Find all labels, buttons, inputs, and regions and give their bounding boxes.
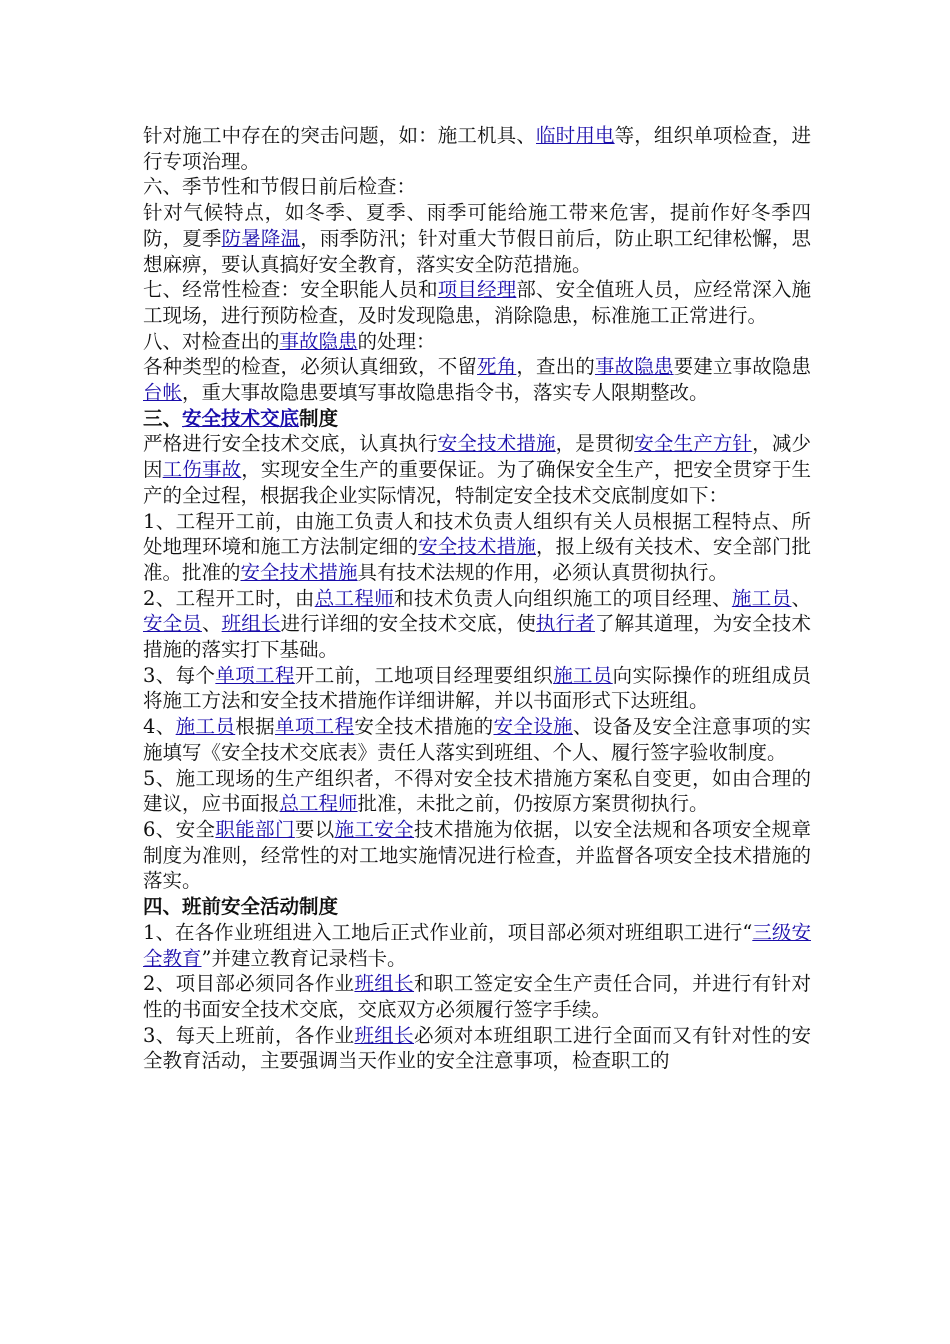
hyperlink[interactable]: 施工安全 <box>334 817 415 841</box>
text-run: 具有技术法规的作用，必须认真贯彻执行。 <box>357 560 729 584</box>
hyperlink[interactable]: 执行者 <box>536 612 595 636</box>
hyperlink[interactable]: 安全技术措施 <box>437 432 556 456</box>
hyperlink[interactable]: 班组长 <box>221 612 281 636</box>
text-run: ，实现安全生产的重要保证。为了确保安全生产，把安全贯穿于生产的全过程，根据我企业实际情况，特制定安全技术交底制度如下： <box>143 458 811 507</box>
hyperlink[interactable]: 总工程师 <box>279 792 358 816</box>
paragraph <box>143 586 811 663</box>
text-run: 2、项目部必须同各作业 <box>143 972 355 996</box>
text-run: 、 <box>201 612 222 636</box>
hyperlink[interactable]: 临时用电 <box>536 124 615 147</box>
hyperlink[interactable]: 安全设施 <box>493 715 573 739</box>
hyperlink[interactable]: 三级安全教育 <box>143 920 811 970</box>
text-run: 三、 <box>143 406 183 430</box>
hyperlink[interactable]: 单项工程 <box>274 715 355 739</box>
text-run: 、 <box>791 586 811 610</box>
hyperlink[interactable]: 施工员 <box>731 586 792 610</box>
text-run: 四、班前安全活动制度 <box>143 895 339 919</box>
paragraph <box>143 200 811 277</box>
text-run: 和技术负责人向组织施工的项目经理、 <box>394 586 732 610</box>
text-run: ，报上级有关技术、安全部门批准。批准的 <box>143 535 811 584</box>
hyperlink[interactable]: 安全技术措施 <box>240 560 358 584</box>
text-run: ，雨季防汛；针对重大节假日前后，防止职工纪律松懈，思想麻痹，要认真搞好安全教育，落实安全防范措施。 <box>143 226 811 276</box>
text-run: 六、季节性和节假日前后检查： <box>143 175 417 199</box>
hyperlink[interactable]: 安全员 <box>143 612 202 636</box>
text-run: 要以 <box>294 817 335 841</box>
text-run: 向实际操作的班组成员将施工方法和安全技术措施作详细讲解，并以书面形式下达班组。 <box>143 663 811 713</box>
text-run: 根据 <box>235 715 275 739</box>
text-run: 七、经常性检查：安全职能人员和 <box>143 278 438 302</box>
text-run: 批准，未批之前，仍按原方案贯彻执行。 <box>357 792 709 816</box>
hyperlink[interactable]: 死角 <box>477 355 517 379</box>
text-run: 等，组织单项检查，进行专项治理。 <box>143 124 811 173</box>
hyperlink[interactable]: 安全技术交底 <box>182 406 300 430</box>
text-run: 技术措施为依据，以安全法规和各项安全规章制度为准则，经常性的对工地实施情况进行检查，并监督各项安全技术措施的落实。 <box>143 817 811 893</box>
text-run: ，减少因 <box>143 432 811 482</box>
text-run: 开工前，工地项目经理要组织 <box>294 663 554 687</box>
hyperlink[interactable]: 项目经理 <box>437 278 517 302</box>
hyperlink[interactable]: 安全技术措施 <box>418 535 537 559</box>
paragraph <box>143 971 811 1022</box>
text-run: 严格进行安全技术交底，认真执行 <box>143 432 438 456</box>
paragraph <box>143 354 811 405</box>
text-run: 1、在各作业班组进入工地后正式作业前，项目部必须对班组职工进行“ <box>143 920 753 944</box>
text-run: 针对气候特点，如冬季、夏季、雨季可能给施工带来危害，提前作好冬季四防，夏季 <box>143 201 811 250</box>
paragraph <box>143 663 811 714</box>
paragraph <box>143 329 811 355</box>
text-run: 1、工程开工前，由施工负责人和技术负责人组织有关人员根据工程特点、所处地理环境和施工方法制定细的 <box>143 509 811 559</box>
text-run: 针对施工中存在的突击问题，如：施工机具、 <box>143 124 537 147</box>
text-run: ，是贯彻 <box>555 432 635 456</box>
paragraph <box>143 920 811 971</box>
text-run: 、设备及安全注意事项的实施填写《安全技术交底表》责任人落实到班组、个人、履行签字验收制度。 <box>143 715 811 764</box>
paragraph <box>143 1023 811 1074</box>
text-run: ，查出的 <box>516 355 595 379</box>
paragraph <box>143 174 811 200</box>
hyperlink[interactable]: 职能部门 <box>215 817 295 841</box>
text-run: 部、安全值班人员，应经常深入施工现场，进行预防检查，及时发现隐患，消除隐患，标准施工正常进行。 <box>143 278 811 327</box>
text-run: 的处理： <box>357 329 436 353</box>
paragraph <box>143 714 811 765</box>
paragraph <box>143 817 811 894</box>
paragraph <box>143 431 811 508</box>
text-run: 2、工程开工时，由 <box>143 586 315 610</box>
text-run: 和职工签定安全生产责任合同，并进行有针对性的书面安全技术交底，交底双方必须履行签字手续。 <box>143 972 811 1021</box>
hyperlink[interactable]: 单项工程 <box>215 663 295 687</box>
text-run: 了解其道理，为安全技术措施的落实打下基础。 <box>143 612 811 662</box>
text-run: 必须对本班组职工进行全面而又有针对性的安全教育活动，主要强调当天作业的安全注意事项，检查职工的 <box>143 1023 811 1073</box>
hyperlink[interactable]: 施工员 <box>553 663 613 687</box>
hyperlink[interactable]: 安全生产方针 <box>634 432 753 456</box>
hyperlink[interactable]: 台帐 <box>143 381 183 405</box>
paragraph <box>143 277 811 328</box>
hyperlink[interactable]: 事故隐患 <box>279 329 358 353</box>
paragraph <box>143 766 811 817</box>
text-run: 安全技术措施的 <box>354 715 494 739</box>
paragraph <box>143 509 811 586</box>
hyperlink[interactable]: 施工员 <box>175 715 236 739</box>
text-run: 进行详细的安全技术交底，使 <box>280 612 536 636</box>
text-run: 5、施工现场的生产组织者，不得对安全技术措施方案私自变更，如由合理的建议，应书面报 <box>143 766 811 816</box>
hyperlink[interactable]: 工伤事故 <box>162 458 242 482</box>
text-run: 各种类型的检查，必须认真细致，不留 <box>143 355 478 379</box>
text-run: 3、每个 <box>143 663 216 687</box>
section-heading <box>143 406 811 432</box>
paragraph <box>143 123 811 174</box>
hyperlink[interactable]: 班组长 <box>354 1023 415 1047</box>
text-run: 要建立事故隐患 <box>673 355 811 379</box>
text-run: ”并建立教育记录档卡。 <box>201 946 407 970</box>
text-run: 4、 <box>143 715 176 739</box>
document-page <box>143 123 811 1074</box>
hyperlink[interactable]: 班组长 <box>354 972 415 996</box>
text-run: 制度 <box>299 406 339 430</box>
text-run: 八、对检查出的 <box>143 329 280 353</box>
hyperlink[interactable]: 防暑降温 <box>221 226 301 250</box>
hyperlink[interactable]: 事故隐患 <box>594 355 674 379</box>
text-run: 3、每天上班前，各作业 <box>143 1023 355 1047</box>
section-heading <box>143 894 811 920</box>
text-run: ，重大事故隐患要填写事故隐患指令书，落实专人限期整改。 <box>182 381 709 405</box>
text-run: 6、安全 <box>143 817 216 841</box>
hyperlink[interactable]: 总工程师 <box>314 586 395 610</box>
